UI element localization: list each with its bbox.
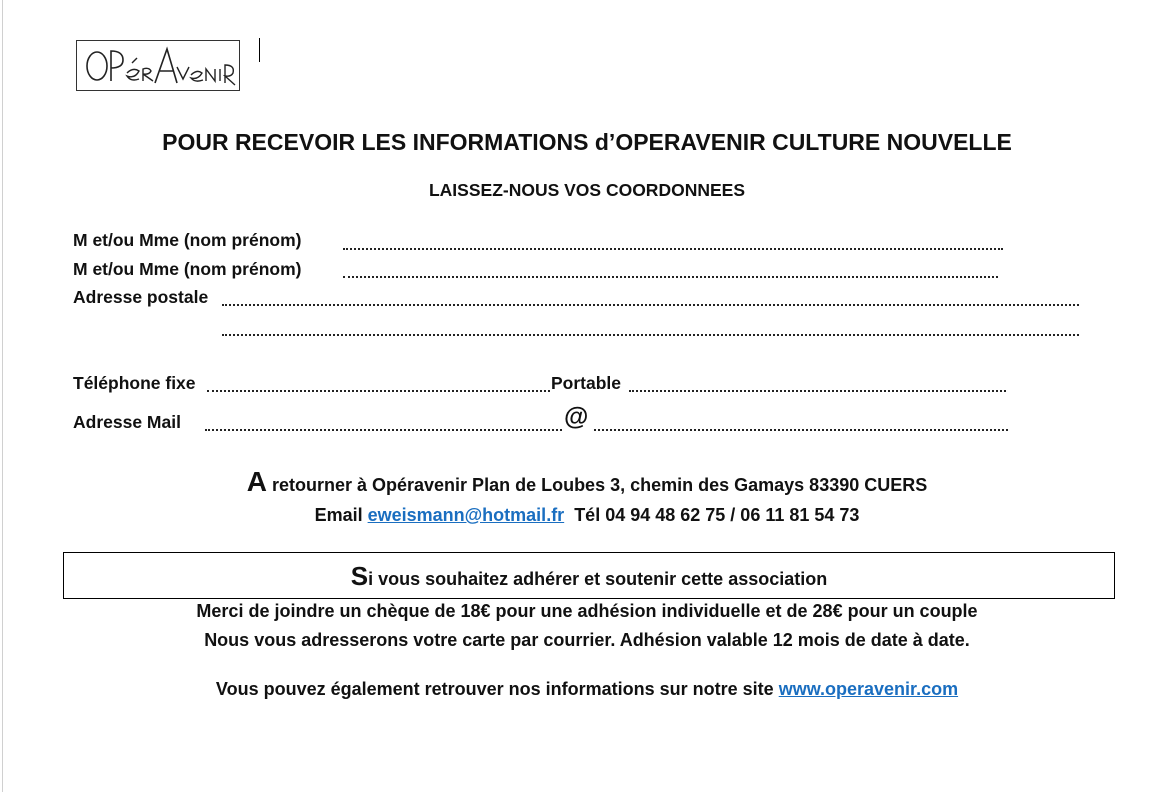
website-link[interactable]: www.operavenir.com xyxy=(778,679,959,699)
mobile-fill-line[interactable] xyxy=(629,386,1006,392)
contact-line xyxy=(0,505,1174,526)
page-edge xyxy=(2,0,3,792)
mail-user-fill-line[interactable] xyxy=(205,425,562,431)
return-address xyxy=(0,466,1174,498)
membership-box xyxy=(63,552,1115,599)
membership-line-2: Nous vous adresserons votre carte par courrier. Adhésion valable 12 mois de date à date. xyxy=(204,630,970,650)
address-fill-line-1[interactable] xyxy=(222,300,1079,306)
page-subtitle: LAISSEZ-NOUS VOS COORDONNEES xyxy=(428,180,745,200)
page-title: POUR RECEVOIR LES INFORMATIONS d’OPERAVENIR CULTURE NOUVELLE xyxy=(162,129,1012,155)
mobile-label: Portable xyxy=(551,373,622,393)
phone-text: Tél 04 94 48 62 75 / 06 11 81 54 73 xyxy=(564,505,860,525)
email-label: Email xyxy=(314,505,368,525)
return-address-text: retourner à Opéravenir Plan de Loubes 3, chemin des Gamays 83390 CUERS xyxy=(266,475,928,495)
mail-label: Adresse Mail xyxy=(73,412,181,432)
membership-box-text: i vous souhaitez adhérer et soutenir cette association xyxy=(368,569,828,589)
operavenir-logo xyxy=(76,40,240,91)
membership-initial: S xyxy=(350,561,369,591)
website-text: Vous pouvez également retrouver nos informations sur notre site xyxy=(215,679,779,699)
phone-label: Téléphone fixe xyxy=(73,373,196,393)
name2-fill-line[interactable] xyxy=(343,272,998,278)
return-initial: A xyxy=(246,466,267,497)
text-cursor xyxy=(259,38,260,62)
address-label: Adresse postale xyxy=(73,287,209,307)
membership-line-1: Merci de joindre un chèque de 18€ pour une adhésion individuelle et de 28€ pour un couple xyxy=(196,601,978,621)
email-link[interactable]: eweismann@hotmail.fr xyxy=(367,505,565,525)
at-sign: @ xyxy=(564,403,589,431)
name1-label: M et/ou Mme (nom prénom) xyxy=(73,230,302,250)
name2-label: M et/ou Mme (nom prénom) xyxy=(73,259,302,279)
website-line xyxy=(0,679,1174,700)
address-fill-line-2[interactable] xyxy=(222,330,1079,336)
mail-domain-fill-line[interactable] xyxy=(594,425,1008,431)
name1-fill-line[interactable] xyxy=(343,244,1003,250)
phone-fill-line[interactable] xyxy=(207,386,550,392)
